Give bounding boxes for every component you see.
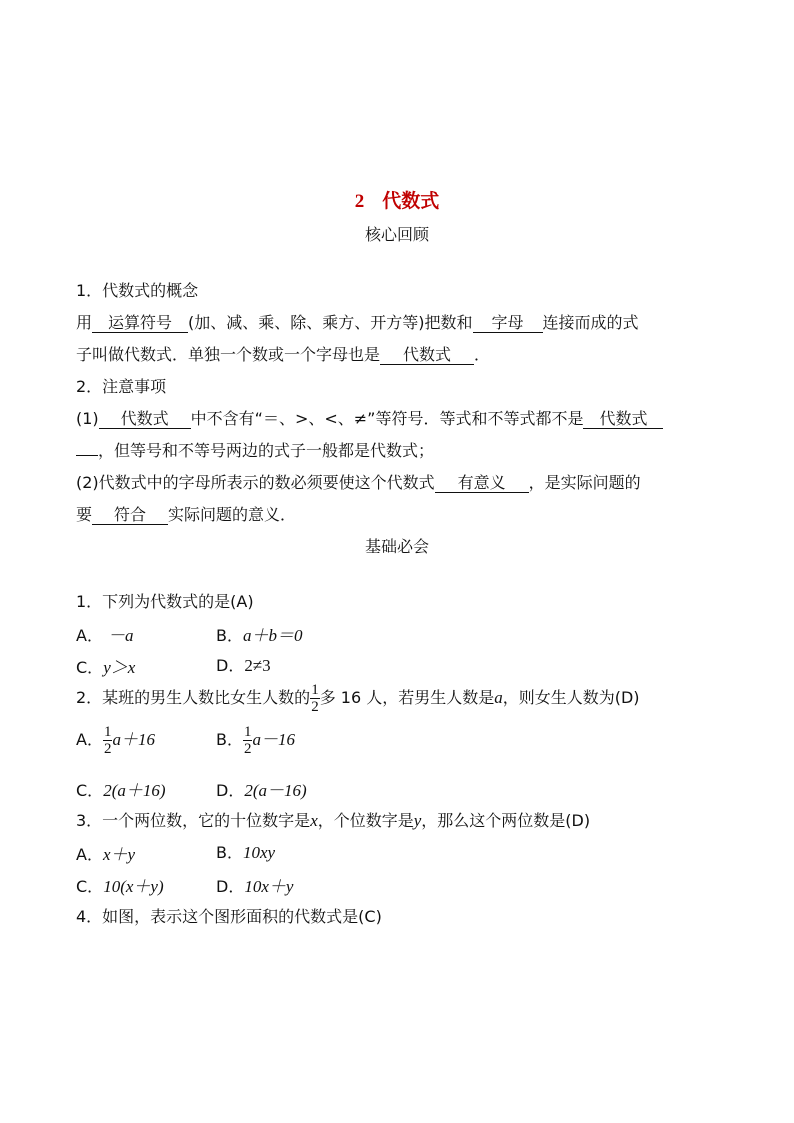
q3-option-b: B．10xy	[216, 843, 276, 862]
blank-answer-letters: 字母	[473, 314, 543, 333]
q3-option-a: A．x＋y	[76, 845, 136, 864]
question-4-stem: 4．如图，表示这个图形面积的代数式是(C)	[76, 907, 382, 926]
fraction-one-half: $\frac{1}{2}$	[311, 682, 319, 715]
q2-option-d: D．2(a－16)	[216, 781, 307, 800]
lesson-number: 2	[354, 191, 365, 212]
blank-answer-expression-3: 代数式	[583, 410, 663, 429]
note-1-line-1: (1) 代数式 中不含有“＝、>、<、≠”等符号．等式和不等式都不是 代数式	[76, 406, 726, 429]
question-1-stem: 1．下列为代数式的是(A)	[76, 592, 254, 611]
note-2-line-2: 要 符合 实际问题的意义．	[76, 505, 297, 524]
q2-option-c: C．2(a＋16)	[76, 781, 166, 800]
question-3-stem: 3．一个两位数，它的十位数字是x，个位数字是y，那么这个两位数是(D)	[76, 811, 591, 830]
question-2-stem: 2．某班的男生人数比女生人数的 $\frac{1}{2}$ 多 16 人，若男生人数是a，则女生人数为(D)	[76, 682, 640, 715]
notes-heading: 2．注意事项	[76, 377, 167, 396]
concept-line-1: 用 运算符号 (加、减、乘、除、乘方、开方等)把数和 字母 连接而成的式	[76, 313, 639, 332]
note-2-line-1: (2)代数式中的字母所表示的数必须要使这个代数式 有意义 ，是实际问题的	[76, 473, 641, 492]
q1-option-d: D．2≠3	[216, 656, 271, 675]
blank-answer-conform: 符合	[92, 506, 168, 525]
q1-option-c: C．y＞x	[76, 658, 136, 677]
q1-option-a: A． －a	[76, 626, 134, 645]
q2-option-a: A． $\frac{1}{2}$ a＋16	[76, 724, 155, 757]
concept-heading: 1．代数式的概念	[76, 281, 199, 300]
lesson-title	[0, 186, 794, 213]
concept-line-2: 子叫做代数式．单独一个数或一个字母也是 代数式 ．	[76, 345, 491, 364]
note-1-line-2: ，但等号和不等号两边的式子一般都是代数式；	[76, 438, 726, 461]
q2-option-b: B． $\frac{1}{2}$ a－16	[216, 724, 295, 757]
lesson-title-text: 代数式	[382, 190, 440, 212]
q1-option-b: B．a＋b＝0	[216, 626, 303, 645]
blank-answer-meaningful: 有意义	[435, 474, 529, 493]
blank-answer-expression-2: 代数式	[99, 410, 191, 429]
section-heading-basics: 基础必会	[364, 537, 429, 556]
section-heading-review: 核心回顾	[364, 225, 429, 244]
q3-option-d: D．10x＋y	[216, 877, 294, 896]
q3-option-c: C．10(x＋y)	[76, 877, 164, 896]
blank-answer-expression: 代数式	[380, 346, 474, 365]
blank-answer-operators: 运算符号	[92, 314, 188, 333]
